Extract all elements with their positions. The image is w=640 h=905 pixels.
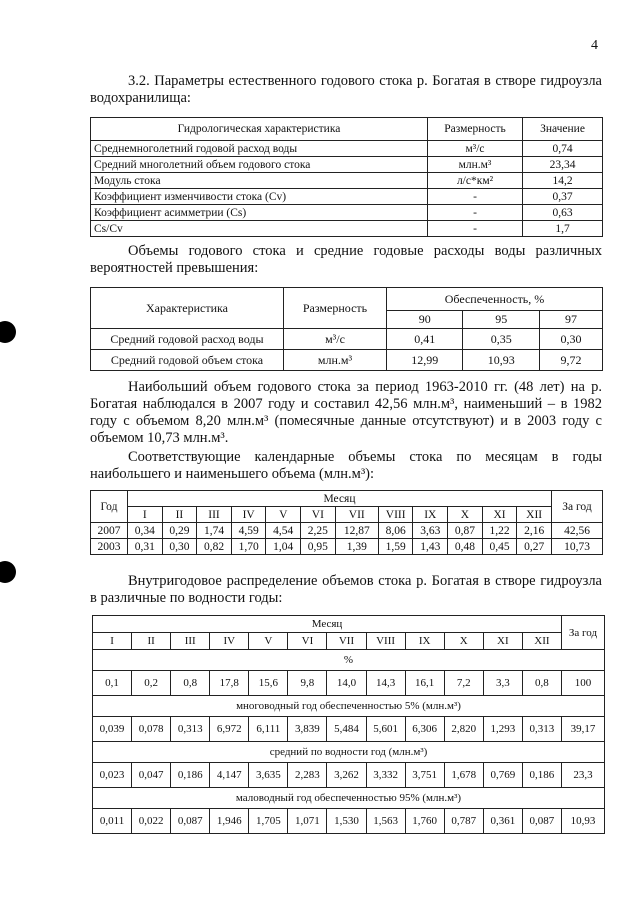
cell: м³/с [428, 141, 523, 157]
table-row [91, 157, 603, 173]
cell: 0,1 [93, 671, 132, 696]
cell: 0,8 [522, 671, 561, 696]
cell: млн.м³ [284, 350, 387, 371]
cell: Средний многолетний объем годового стока [91, 157, 428, 173]
cell: 1,705 [249, 809, 288, 834]
cell: 0,41 [387, 329, 463, 350]
cell: VII [327, 633, 366, 650]
cell: 5,484 [327, 717, 366, 742]
cell: Среднемноголетний годовой расход воды [91, 141, 428, 157]
cell: 0,63 [523, 205, 603, 221]
cell: 0,313 [171, 717, 210, 742]
cell: 0,023 [93, 763, 132, 788]
paragraph: Внутригодовое распределение объемов стока р. Богатая в створе гидроузла в различные по водности годы: [90, 573, 602, 606]
header-cell: За год [562, 616, 605, 650]
cell: Cs/Cv [91, 221, 428, 237]
cell: 6,111 [249, 717, 288, 742]
cell: IV [210, 633, 249, 650]
cell: 0,34 [128, 523, 163, 539]
cell: 100 [562, 671, 605, 696]
section-title: 3.2. Параметры естественного годового стока р. Богатая в створе гидроузла водохранилища: [90, 73, 602, 106]
cell: 1,70 [231, 539, 266, 555]
cell: VIII [378, 507, 413, 523]
table-row [91, 141, 603, 157]
table-row [93, 717, 605, 742]
cell: III [171, 633, 210, 650]
cell: 12,87 [335, 523, 378, 539]
cell: л/с*км² [428, 173, 523, 189]
cell: 0,787 [444, 809, 483, 834]
cell: 0,186 [522, 763, 561, 788]
cell: 10,93 [562, 809, 605, 834]
cell: VIII [366, 633, 405, 650]
paragraph: Соответствующие календарные объемы стока по месяцам в годы наибольшего и наименьшего объема (млн.м³): [90, 449, 602, 482]
cell: 14,3 [366, 671, 405, 696]
cell: 0,313 [522, 717, 561, 742]
cell: 9,72 [539, 350, 602, 371]
monthly-extremes-table [90, 490, 603, 555]
cell: X [448, 507, 483, 523]
header-cell: Месяц [93, 616, 562, 633]
cell: м³/с [284, 329, 387, 350]
header-cell: Обеспеченность, % [387, 288, 603, 311]
cell: 0,361 [483, 809, 522, 834]
table-row [91, 329, 603, 350]
cell: 0,35 [463, 329, 539, 350]
cell: 3,839 [288, 717, 327, 742]
paragraph: Наибольший объем годового стока за период 1963-2010 гг. (48 лет) на р. Богатая наблюдался в 2007 году и составил 42,56 млн.м³, наименьший – в 1982 году с объемом 8,20 млн.м³ (помесячные данные отсутствуют) и в 2003 году с объемом 10,73 млн.м³. [90, 379, 602, 446]
cell: VI [301, 507, 336, 523]
cell: 3,262 [327, 763, 366, 788]
header-cell: 97 [539, 311, 602, 329]
header-cell: За год [552, 491, 603, 523]
cell: 0,95 [301, 539, 336, 555]
cell: VI [288, 633, 327, 650]
cell: 0,2 [132, 671, 171, 696]
cell: 0,30 [539, 329, 602, 350]
cell: 1,74 [197, 523, 232, 539]
cell: Коэффициент изменчивости стока (Cv) [91, 189, 428, 205]
cell: 7,2 [444, 671, 483, 696]
cell: 1,7 [523, 221, 603, 237]
cell: 23,3 [562, 763, 605, 788]
cell: - [428, 221, 523, 237]
header-cell: 95 [463, 311, 539, 329]
cell: 0,047 [132, 763, 171, 788]
cell: 0,45 [482, 539, 517, 555]
cell: II [132, 633, 171, 650]
cell: XI [482, 507, 517, 523]
cell: 4,147 [210, 763, 249, 788]
intra-annual-distribution-table [92, 615, 605, 834]
cell: 4,59 [231, 523, 266, 539]
cell: III [197, 507, 232, 523]
cell: Модуль стока [91, 173, 428, 189]
cell: 0,29 [162, 523, 197, 539]
header-cell: Год [91, 491, 128, 523]
cell: 3,63 [413, 523, 448, 539]
header-cell: Размерность [284, 288, 387, 329]
cell: Коэффициент асимметрии (Cs) [91, 205, 428, 221]
table-row [93, 671, 605, 696]
cell: 3,332 [366, 763, 405, 788]
cell: 6,306 [405, 717, 444, 742]
cell: 0,87 [448, 523, 483, 539]
hydro-characteristics-table [90, 117, 603, 237]
cell: 0,087 [522, 809, 561, 834]
cell: 1,43 [413, 539, 448, 555]
header-cell: Значение [523, 118, 603, 141]
cell: IX [413, 507, 448, 523]
cell: Средний годовой объем стока [91, 350, 284, 371]
cell: 1,22 [482, 523, 517, 539]
binder-hole-bottom [0, 561, 16, 583]
cell: 2007 [91, 523, 128, 539]
cell: V [266, 507, 301, 523]
cell: 8,06 [378, 523, 413, 539]
page-number: 4 [591, 38, 598, 53]
cell: 17,8 [210, 671, 249, 696]
cell: 3,751 [405, 763, 444, 788]
cell: 42,56 [552, 523, 603, 539]
cell: 5,601 [366, 717, 405, 742]
cell: 0,31 [128, 539, 163, 555]
cell: 0,82 [197, 539, 232, 555]
cell: 0,769 [483, 763, 522, 788]
cell: 2,283 [288, 763, 327, 788]
cell: 1,59 [378, 539, 413, 555]
cell: 39,17 [562, 717, 605, 742]
cell: 0,8 [171, 671, 210, 696]
cell: 4,54 [266, 523, 301, 539]
row-label: средний по водности год (млн.м³) [93, 742, 605, 763]
header-cell: Размерность [428, 118, 523, 141]
cell: 0,37 [523, 189, 603, 205]
cell: 12,99 [387, 350, 463, 371]
header-cell: 90 [387, 311, 463, 329]
cell: 1,071 [288, 809, 327, 834]
table-row [91, 221, 603, 237]
cell: V [249, 633, 288, 650]
cell: XII [517, 507, 552, 523]
cell: 1,530 [327, 809, 366, 834]
cell: 1,946 [210, 809, 249, 834]
cell: 6,972 [210, 717, 249, 742]
cell: 10,93 [463, 350, 539, 371]
cell: 16,1 [405, 671, 444, 696]
cell: 2,820 [444, 717, 483, 742]
header-cell: Месяц [128, 491, 552, 507]
cell: 0,48 [448, 539, 483, 555]
cell: I [128, 507, 163, 523]
header-cell: Гидрологическая характеристика [91, 118, 428, 141]
cell: IX [405, 633, 444, 650]
cell: 0,011 [93, 809, 132, 834]
cell: 23,34 [523, 157, 603, 173]
table-row [91, 205, 603, 221]
cell: 1,293 [483, 717, 522, 742]
cell: 2,16 [517, 523, 552, 539]
cell: IV [231, 507, 266, 523]
table-row [91, 189, 603, 205]
cell: 1,04 [266, 539, 301, 555]
cell: XII [522, 633, 561, 650]
cell: XI [483, 633, 522, 650]
cell: - [428, 205, 523, 221]
cell: 1,678 [444, 763, 483, 788]
cell: X [444, 633, 483, 650]
table-row [91, 523, 603, 539]
table-row [91, 350, 603, 371]
cell: 0,186 [171, 763, 210, 788]
cell: 3,3 [483, 671, 522, 696]
table-row [91, 173, 603, 189]
table-row [91, 539, 603, 555]
cell: 0,087 [171, 809, 210, 834]
cell: 3,635 [249, 763, 288, 788]
cell: I [93, 633, 132, 650]
cell: 14,2 [523, 173, 603, 189]
cell: 1,563 [366, 809, 405, 834]
cell: - [428, 189, 523, 205]
cell: 0,30 [162, 539, 197, 555]
cell: 14,0 [327, 671, 366, 696]
cell: 2,25 [301, 523, 336, 539]
probability-table [90, 287, 603, 371]
cell: 2003 [91, 539, 128, 555]
cell: Средний годовой расход воды [91, 329, 284, 350]
cell: 0,039 [93, 717, 132, 742]
table-row [93, 763, 605, 788]
paragraph: Объемы годового стока и средние годовые расходы воды различных вероятностей превышения: [90, 243, 602, 276]
binder-hole-top [0, 321, 16, 343]
row-label: многоводный год обеспеченностью 5% (млн.м³) [93, 696, 605, 717]
cell: 1,39 [335, 539, 378, 555]
cell: 0,27 [517, 539, 552, 555]
table-row [93, 809, 605, 834]
cell: 15,6 [249, 671, 288, 696]
cell: 9,8 [288, 671, 327, 696]
cell: млн.м³ [428, 157, 523, 173]
cell: 0,74 [523, 141, 603, 157]
cell: 0,078 [132, 717, 171, 742]
cell: VII [335, 507, 378, 523]
cell: 0,022 [132, 809, 171, 834]
cell: 10,73 [552, 539, 603, 555]
cell: 1,760 [405, 809, 444, 834]
row-label: маловодный год обеспеченностью 95% (млн.м³) [93, 788, 605, 809]
row-label: % [93, 650, 605, 671]
header-cell: Характеристика [91, 288, 284, 329]
cell: II [162, 507, 197, 523]
